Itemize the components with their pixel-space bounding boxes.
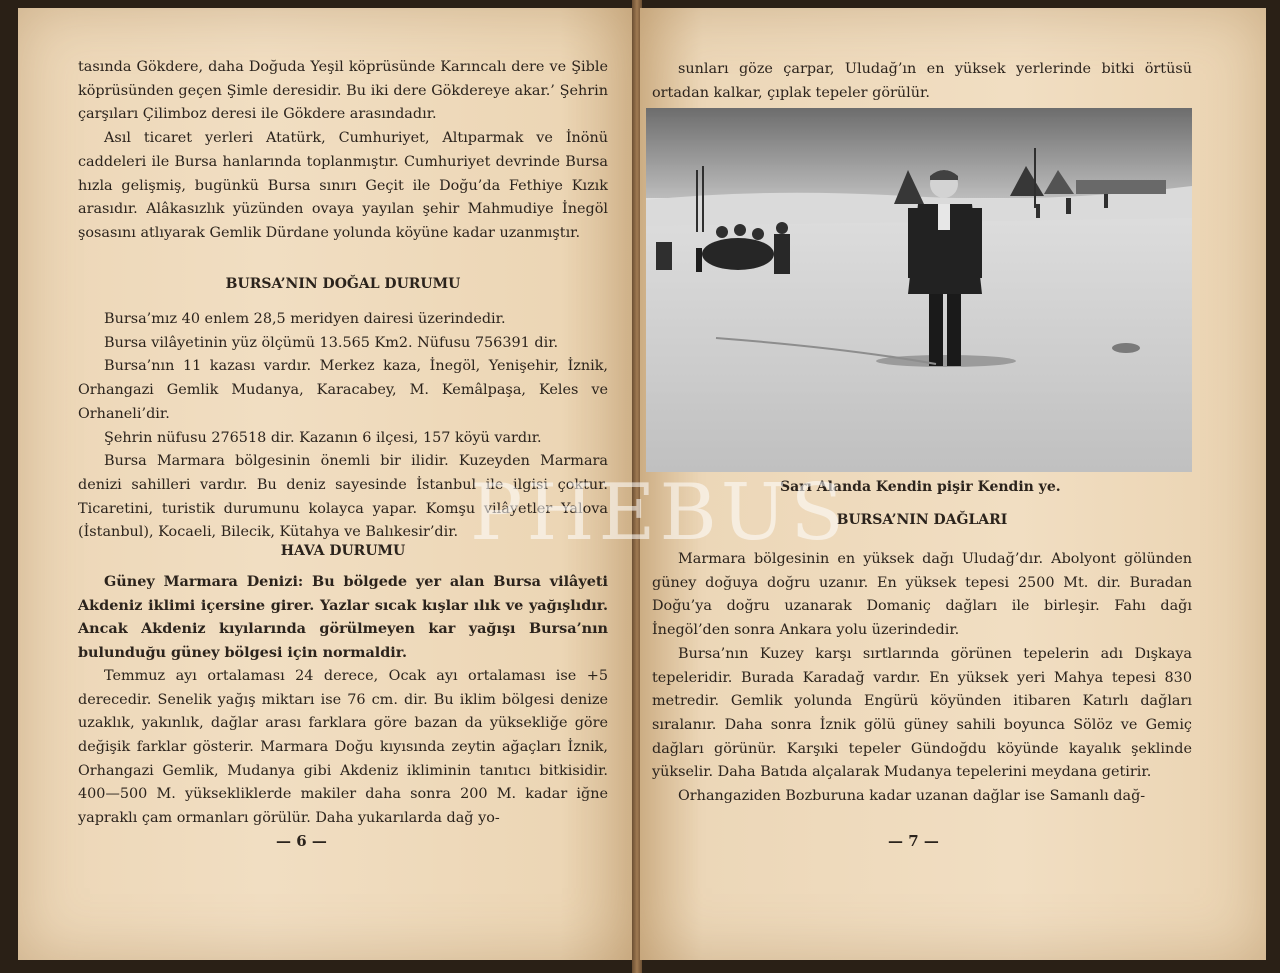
section1-paragraph-5: Bursa Marmara bölgesinin önemli bir ilidir. Kuzeyden Marmara denizi sahilleri vardır. Bu deniz sayesinde İstanbul ile ilgisi çoktur. Ticaretini, turistik durumunu kolayca yapar. Komşu vilâyetler Yalova (İstanbul), Kocaeli, Bilecik, Kütahya ve Balıkesir’dir. (78, 453, 608, 541)
photo-uludag-snow (646, 108, 1192, 472)
daglar-text (652, 548, 1192, 809)
watermark-text: PHEBUS (470, 468, 848, 558)
daglar-paragraph-3: Orhangaziden Bozburuna kadar uzanan dağlar ise Samanlı dağ- (678, 788, 1146, 805)
section-title-daglar: BURSA’NIN DAĞLARI (836, 512, 1008, 528)
left-page (18, 8, 634, 960)
section1-paragraph-2: Bursa vilâyetinin yüz ölçümü 13.565 Km2. Nüfusu 756391 dir. (104, 334, 559, 351)
section-title-hava-durumu: HAVA DURUMU (280, 543, 406, 559)
left-intro-paragraph-2: Asıl ticaret yerleri Atatürk, Cumhuriyet, Altıparmak ve İnönü caddeleri ile Bursa hanlarında toplanmıştır. Cumhuriyet devrinde Bursa hızla gelişmiş, bugünkü Bursa sınırı Geçit ile Doğu’da Fethiye Kızık arasıdır. Alâkasızlık yüzünden ovaya yayılan şehir Mahmudiye İnegöl şosasını atlıyarak Gemlik Dürdane yolunda köyüne kadar uzanmıştır. (78, 130, 608, 241)
left-intro-text (78, 56, 608, 246)
section1-paragraph-1: Bursa’mız 40 enlem 28,5 meridyen dairesi üzerindedir. (104, 311, 506, 327)
section2-text (78, 570, 608, 831)
left-intro-paragraph-1: tasında Gökdere, daha Doğuda Yeşil köprüsünde Karıncalı dere ve Şible köprüsünden geçen Şimle deresidir. Bu iki dere Gökdereye akar.’ Şehrin çarşıları Çilimboz deresi ile Gökdere arasındadır. (78, 59, 608, 123)
right-intro-text (652, 58, 1192, 105)
photo-illustration (646, 108, 1192, 472)
page-number-right: — 7 — (888, 832, 939, 850)
photo-caption: Sarı Alanda Kendin pişir Kendin ye. (780, 479, 1061, 495)
right-page (640, 8, 1266, 960)
daglar-paragraph-2: Bursa’nın Kuzey karşı sırtlarında görünen tepelerin adı Dışkaya tepeleridir. Burada Karadağ vardır. En yüksek yeri Mahya tepesi 830 metredir. Gemlik yolunda Engürü köyünden itibaren Katırlı dağları sıralanır. Daha sonra İznik gölü güney sahili boyunca Sölöz ve Gemiç dağları görünür. Karşıki tepeler Gündoğdu köyünde kayalık şeklinde yükselir. Daha Batıda alçalarak Mudanya tepelerini meydana getirir. (652, 645, 1192, 781)
section-title-dogal-durum: BURSA’NIN DOĞAL DURUMU (225, 276, 461, 292)
section1-text (78, 308, 608, 545)
page-number-left: — 6 — (276, 832, 327, 850)
right-intro-paragraph: sunları göze çarpar, Uludağ’ın en yüksek yerlerinde bitki örtüsü ortadan kalkar, çıplak tepeler görülür. (652, 61, 1192, 101)
daglar-paragraph-1: Marmara bölgesinin en yüksek dağı Uludağ’dır. Abolyont gölünden güney doğuya doğru uzanır. En yüksek tepesi 2500 Mt. dir. Buradan Doğu’ya doğru uzanarak Domaniç dağları ile birleşir. Fahı dağı İnegöl’den sonra Ankara yolu üzerindedir. (652, 551, 1192, 639)
section1-paragraph-4: Şehrin nüfusu 276518 dir. Kazanın 6 ilçesi, 157 köyü vardır. (104, 429, 542, 446)
section2-bold-paragraph: Güney Marmara Denizi: Bu bölgede yer alan Bursa vilâyeti Akdeniz iklimi içersine girer. Yazlar sıcak kışlar ılık ve yağışlıdır. Ancak Akdeniz kıyılarında görülmeyen kar yağışı Bursa’nın bulunduğu güney bölgesi için normaldir. (78, 573, 608, 662)
section1-paragraph-3: Bursa’nın 11 kazası vardır. Merkez kaza, İnegöl, Yenişehir, İznik, Orhangazi Gemlik Mudanya, Karacabey, M. Kemâlpaşa, Keles ve Orhaneli’dir. (78, 358, 608, 422)
section2-paragraph: Temmuz ayı ortalaması 24 derece, Ocak ayı ortalaması ise +5 derecedir. Senelik yağış miktarı ise 76 cm. dir. Bu iklim bölgesi denize uzaklık, yakınlık, dağlar arası farklara göre bazan da yüksekliğe göre değişik farklar gösterir. Marmara Doğu kıyısında zeytin ağaçları İznik, Orhangazi Gemlik, Mudanya gibi Akdeniz ikliminin tanıtıcı bitkisidir. 400—500 M. yüksekliklerde makiler daha sonra 200 M. kadar iğne yapraklı çam ormanları görülür. Daha yukarılarda dağ yo- (78, 667, 608, 827)
